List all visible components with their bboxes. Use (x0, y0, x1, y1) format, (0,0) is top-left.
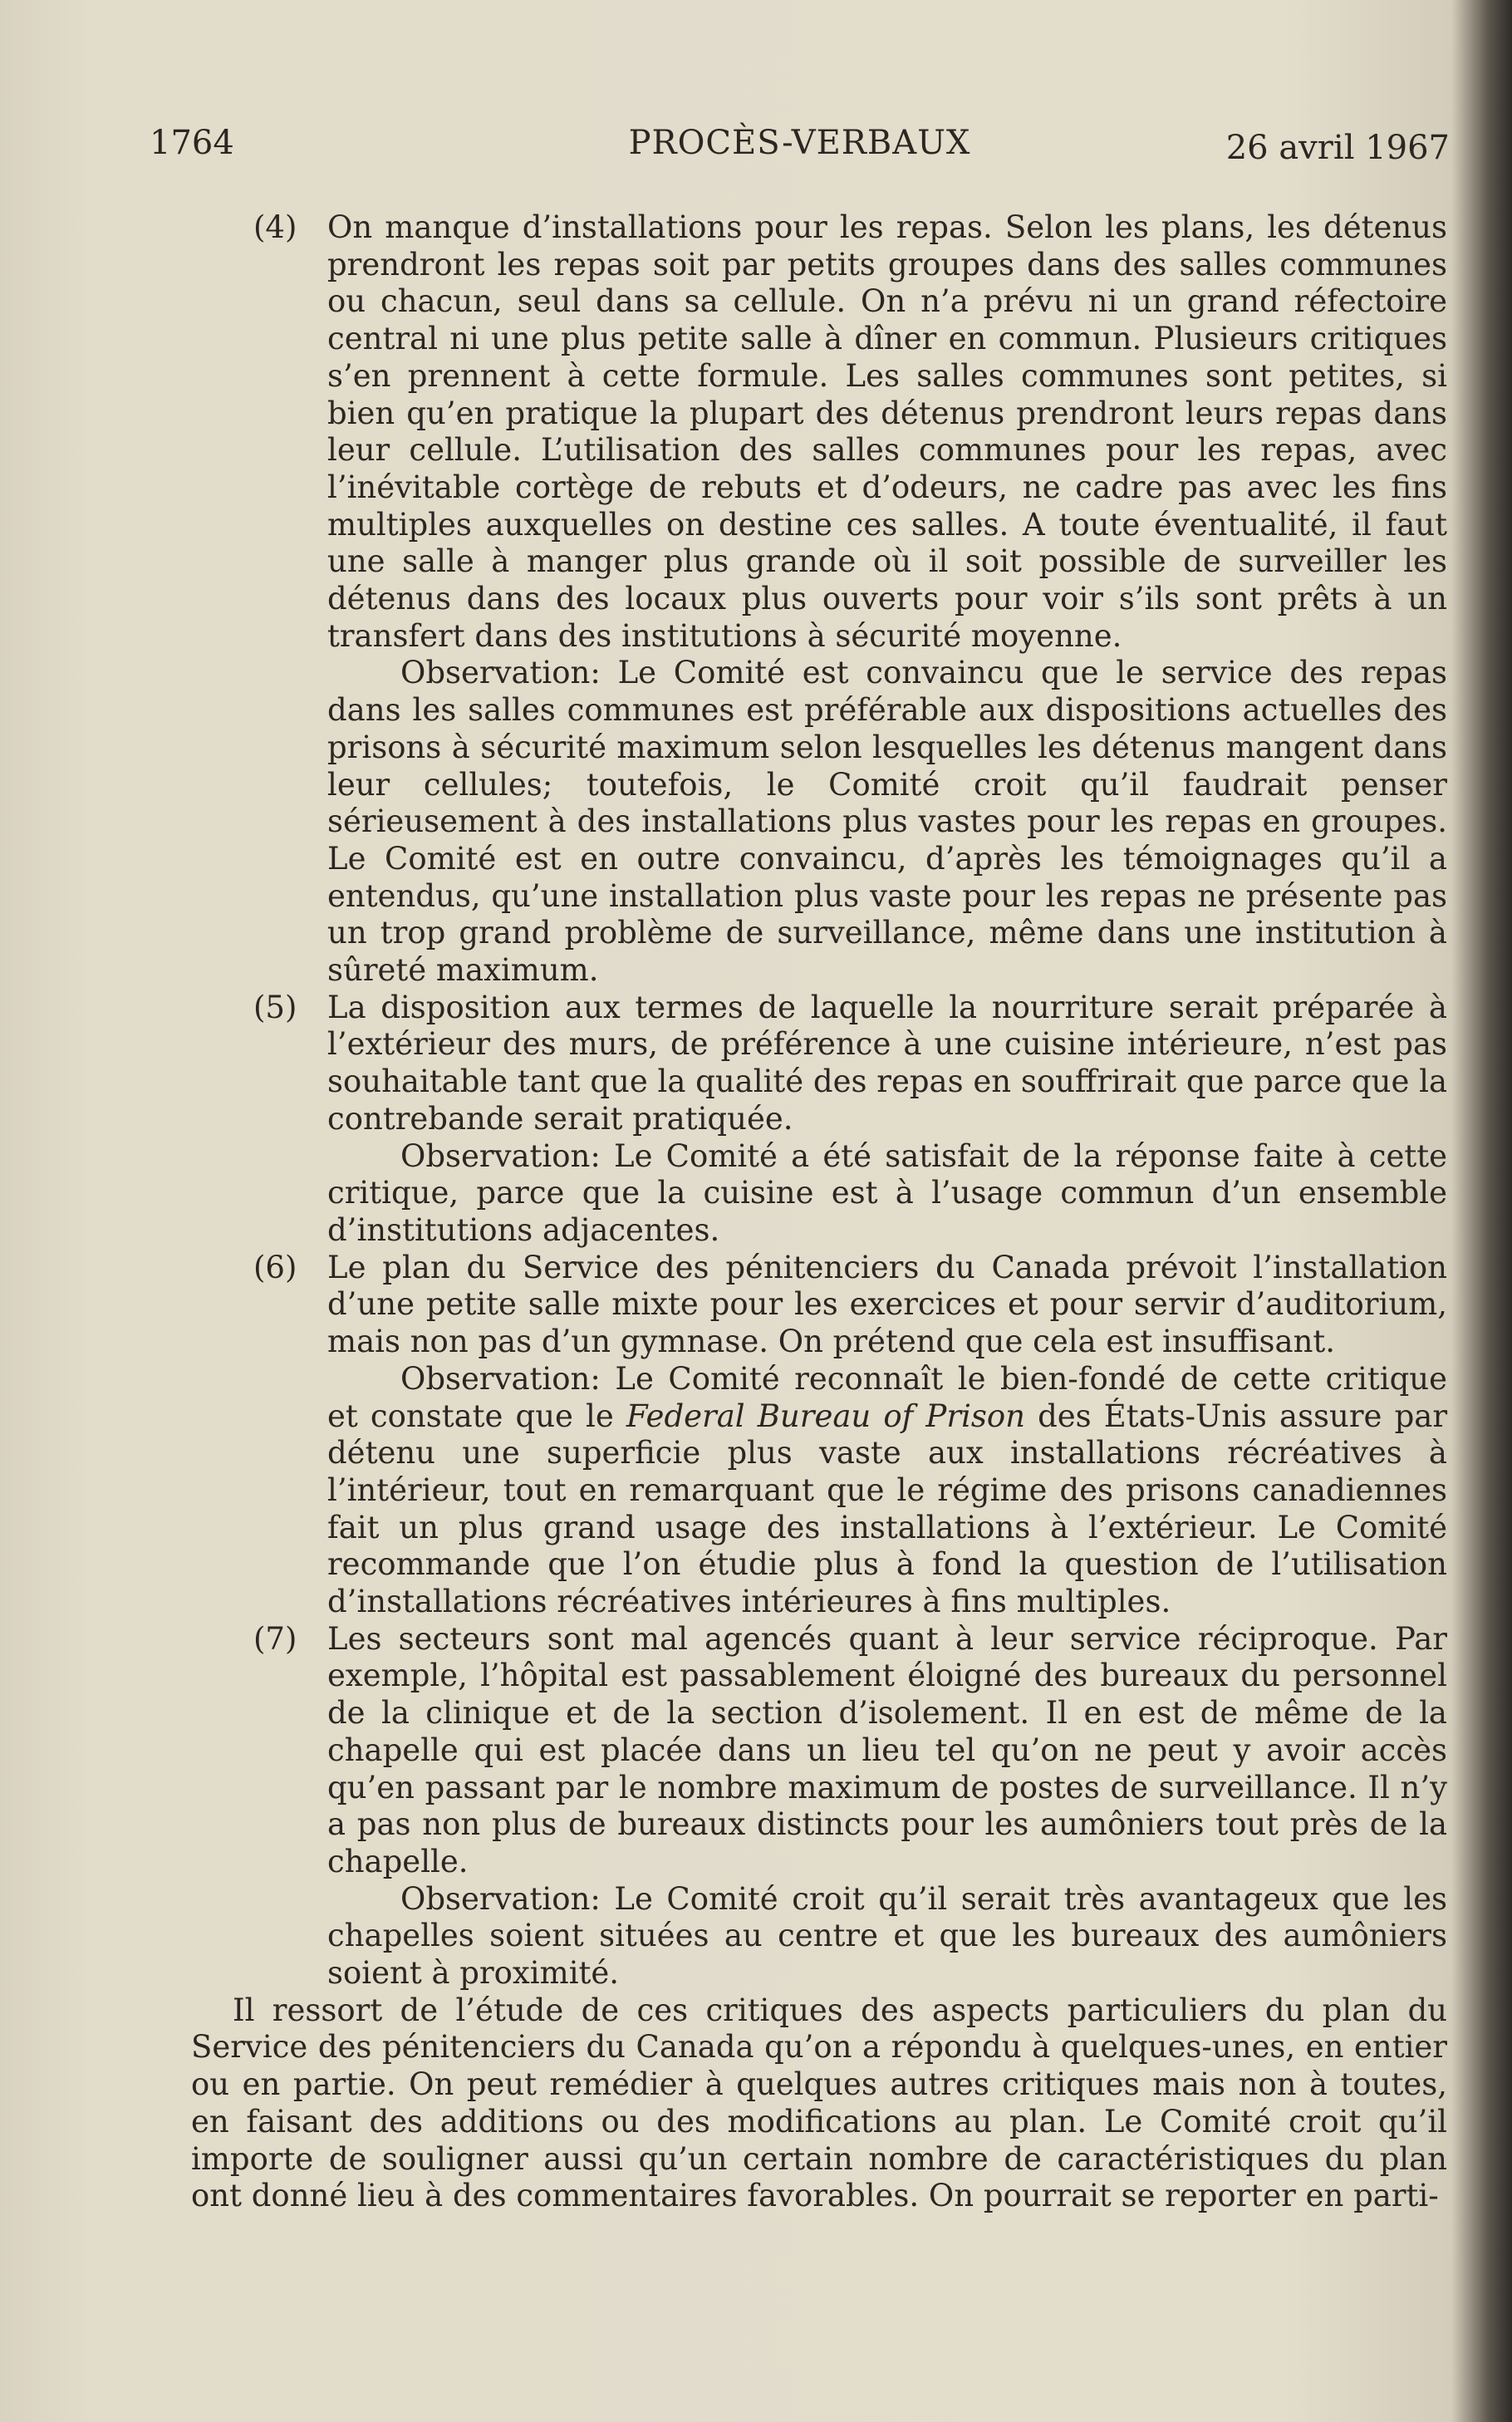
observation-text (327, 1361, 1447, 1621)
observation-text: Observation: Le Comité croit qu’il serait très avantageux que les chapelles soient situées au centre et que les bureaux des aumôniers soient à proximité. (327, 1880, 1447, 1992)
closing-paragraph: Il ressort de l’étude de ces critiques des aspects particuliers du plan du Service des pénitenciers du Canada qu’on a répondu à quelques-unes, en entier ou en partie. On peut remédier à quelques autres critiques mais non à toutes, en faisant des additions ou des modifications au plan. Le Comité croit qu’il importe de souligner aussi qu’un certain nombre de caractéristiques du plan ont donné lieu à des commentaires favorables. On pourrait se reporter en parti- (191, 1992, 1447, 2214)
page-header (150, 118, 1450, 168)
critique-item (191, 1250, 1447, 1621)
observation-text: Observation: Le Comité a été satisfait de la réponse faite à cette critique, parce que la cuisine est à l’usage commun d’un ensemble d’institutions adjacentes. (327, 1137, 1447, 1248)
critique-text: On manque d’installations pour les repas. Selon les plans, les détenus prendront les repas soit par petits groupes dans des salles communes ou chacun, seul dans sa cellule. On n’a prévu ni un grand réfectoire central ni une plus petite salle à dîner en commun. Plusieurs critiques s’en prennent à cette formule. Les salles communes sont petites, si bien qu’en pratique la plupart des détenus prendront leurs repas dans leur cellule. L’utilisation des salles communes pour les repas, avec l’inévitable cortège de rebuts et d’odeurs, ne cadre pas avec les fins multiples auxquelles on destine ces salles. A toute éventualité, il faut une salle à manger plus grande où il soit possible de surveiller les détenus dans des locaux plus ouverts pour voir s’ils sont prêts à un transfert dans des institutions à sécurité moyenne. (327, 209, 1447, 654)
page-number: 1764 (150, 124, 234, 162)
observation-text-start: Observation: Le Comité reconnaît le bien-fondé de cette critique et constate que le (327, 1360, 1447, 1434)
item-number: (7) (253, 1620, 297, 1657)
item-number: (6) (253, 1249, 297, 1285)
critique-item (191, 1621, 1447, 1992)
critique-text: Le plan du Service des pénitenciers du Canada prévoit l’installation d’une petite salle mixte pour les exercices et pour servir d’auditorium, mais non pas d’un gymnase. On prétend que cela est insuffisant. (327, 1249, 1447, 1360)
running-title: PROCÈS-VERBAUX (628, 124, 971, 162)
item-number: (4) (253, 209, 297, 245)
italic-agency-name: Federal Bureau of Prison (626, 1398, 1025, 1434)
critique-text: Les secteurs sont mal agencés quant à leur service réciproque. Par exemple, l’hôpital est passablement éloigné des bureaux du personnel de la clinique et de la section d’isolement. Il en est de même de la chapelle qui est placée dans un lieu tel qu’on ne peut y avoir accès qu’en passant par le nombre maximum de postes de surveillance. Il n’y a pas non plus de bureaux distincts pour les aumôniers tout près de la chapelle. (327, 1620, 1447, 1879)
observation-text-end: des États-Unis assure par détenu une superficie plus vaste aux installations récréatives à l’intérieur, tout en remarquant que le régime des prisons canadiennes fait un plus grand usage des installations à l’extérieur. Le Comité recommande que l’on étudie plus à fond la question de l’utilisation d’installations récréatives intérieures à fins multiples. (327, 1398, 1448, 1620)
observation-text: Observation: Le Comité est convaincu que le service des repas dans les salles communes est préférable aux dispositions actuelles des prisons à sécurité maximum selon lesquelles les détenus mangent dans leur cellules; toutefois, le Comité croit qu’il faudrait penser sérieusement à des installations plus vastes pour les repas en groupes. Le Comité est en outre convaincu, d’après les témoignages qu’il a entendus, qu’une installation plus vaste pour les repas ne présente pas un trop grand problème de surveillance, même dans une institution à sûreté maximum. (327, 655, 1447, 989)
critique-item (191, 990, 1447, 1250)
critique-item (191, 209, 1447, 990)
critique-text: La disposition aux termes de laquelle la nourriture serait préparée à l’extérieur des murs, de préférence à une cuisine intérieure, n’est pas souhaitable tant que la qualité des repas en souffrirait que parce que la contrebande serait pratiquée. (327, 989, 1447, 1137)
item-number: (5) (253, 989, 297, 1025)
body-text (191, 209, 1447, 2215)
header-date: 26 avril 1967 (1225, 129, 1450, 167)
